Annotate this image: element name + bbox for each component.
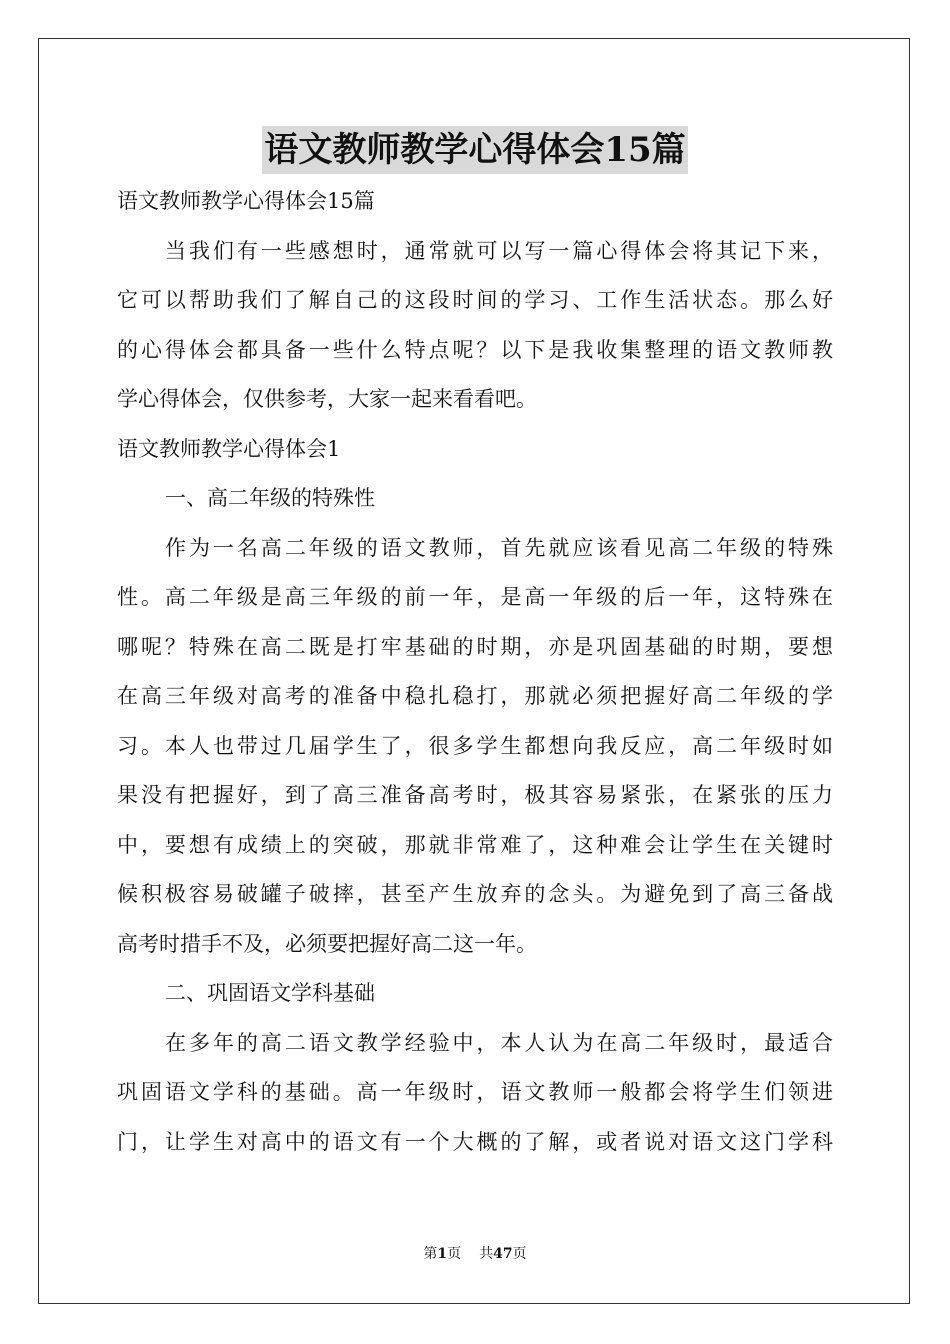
text-line: 哪呢？特殊在高二既是打牢基础的时期，亦是巩固基础的时期，要想 — [117, 634, 833, 659]
footer-total-suffix: 页 — [512, 1246, 527, 1262]
text-line: 高考时措手不及，必须要把握好高二这一年。 — [117, 931, 537, 956]
text-line: 它可以帮助我们了解自己的这段时间的学习、工作生活状态。那么好 — [117, 288, 833, 312]
text-line: 在高三年级对高考的准备中稳扎稳打，那就必须把握好高二年级的学 — [117, 684, 833, 708]
footer-total-pages: 47 — [493, 1246, 513, 1262]
text-line: 习。本人也带过几届学生了，很多学生都想向我反应，高二年级时如 — [117, 733, 833, 758]
footer-page-prefix: 第 — [423, 1246, 438, 1262]
footer-page-suffix: 页 — [447, 1246, 462, 1262]
title-wrap — [0, 126, 950, 174]
text-line: 作为一名高二年级的语文教师，首先就应该看见高二年级的特殊 — [165, 535, 833, 560]
text-line: 二、巩固语文学科基础 — [165, 981, 375, 1005]
text-line: 当我们有一些感想时，通常就可以写一篇心得体会将其记下来， — [165, 238, 833, 263]
page-footer — [0, 1244, 950, 1264]
text-line: 一、高二年级的特殊性 — [165, 486, 375, 510]
footer-page-number: 1 — [437, 1246, 448, 1262]
text-line: 语文教师教学心得体会15篇 — [117, 189, 375, 213]
text-line: 在多年的高二语文教学经验中，本人认为在高二年级时，最适合 — [165, 1030, 833, 1055]
text-line: 的心得体会都具备一些什么特点呢？以下是我收集整理的语文教师教 — [117, 337, 833, 362]
text-line: 候积极容易破罐子破摔，甚至产生放弃的念头。为避免到了高三备战 — [117, 882, 833, 906]
text-line: 果没有把握好，到了高三准备高考时，极其容易紧张，在紧张的压力 — [117, 783, 833, 807]
text-line: 语文教师教学心得体会1 — [117, 436, 341, 461]
text-line: 学心得体会，仅供参考，大家一起来看看吧。 — [117, 387, 537, 411]
document-body — [117, 177, 833, 1167]
text-line: 门，让学生对高中的语文有一个大概的了解，或者说对语文这门学科 — [117, 1129, 833, 1154]
text-line: 巩固语文学科的基础。高一年级时，语文教师一般都会将学生们领进 — [117, 1080, 833, 1104]
text-line: 中，要想有成绩上的突破，那就非常难了，这种难会让学生在关键时 — [117, 832, 833, 857]
document-title: 语文教师教学心得体会15篇 — [262, 126, 687, 174]
text-line: 性。高二年级是高三年级的前一年，是高一年级的后一年，这特殊在 — [117, 585, 833, 609]
footer-total-prefix: 共 — [479, 1246, 494, 1262]
